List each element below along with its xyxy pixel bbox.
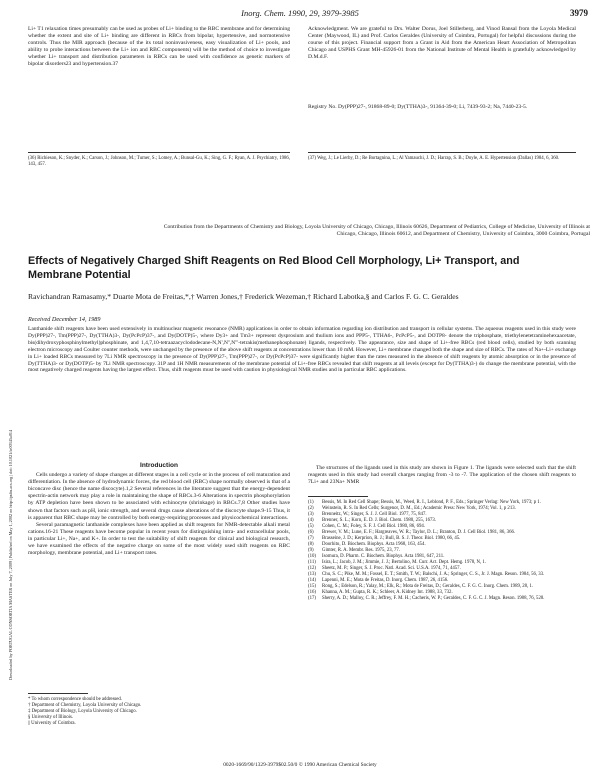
- reference-item: (7) Brasseine, J. D.; Kerprion, R. J.; Bull, B. S. J. Theor. Biol. 1980, 66, 45.: [308, 536, 461, 541]
- reference-37: (37) Weg, J.; Le Lierby, D.; Re Bortagnina, L.; Al Yamauchi, J. D.; Harrap, S. B.; Doyle, A. E. Hypertension (Dallas) 1984, 6, 360.: [308, 156, 560, 161]
- footnote: § University of Illinois.: [28, 715, 74, 720]
- page-number: 3979: [570, 8, 588, 18]
- introduction-heading: Introduction: [140, 462, 178, 469]
- reference-item: (3) Brenneitz, W.; Singer, S. J. J. Cell Biol. 1977, 75, 847.: [308, 512, 427, 517]
- top-left-paragraph: [28, 26, 290, 69]
- download-note-text: Downloaded by PORTUGAL CONSORTIA MASTER on July 7, 2009 | Published on May 1, 2002 on http://pubs.acs.org | doi: 10.1021/ic00345a014: [8, 429, 13, 680]
- intro-paragraph-2: Several paramagnetic lanthanide complexes have been applied as shift reagents for NMR-detectable alkali metal cations.16-21 These reagents have become popular in recent years for distinguishing intra- and extracellular pools, in particular Li+, Na+, and K+. In order to test the suitability of shift reagents for clinical and biological research, we have examined the effects of the negative charge on some of the most widely used shift reagents on RBC morphology, membrane potential, and Li+ transport rates.: [28, 521, 290, 557]
- reference-item: (8) Doorhito, D. Biochem. Biophys. Acta 1968, 163, 454.: [308, 542, 426, 547]
- acknowledgment: Acknowledgment. We are grateful to Drs. Walter Dorus, Joel Stillerberg, and Vinod Bansal from the Loyola Medical Center (Maywood, IL) and Prof. Carlos Geraldes (University of Coimbra, Portugal) for helpful discussions during the course of this project. Financial support from a Grant in Aid from the American Heart Association of Metropolitan Chicago and USPHS Grant MH-45926-01 from the National Institute of Mental Health is gratefully acknowledged by D.M.d.F.: [308, 26, 576, 61]
- article-authors: Ravichandran Ramasamy,* Duarte Mota de Freitas,*,† Warren Jones,† Frederick Wezeman,† Richard Labotka,§ and Carlos F. G. C. Geraldes: [28, 292, 459, 301]
- reference-item: (11) Isira, L.; Jacob, J. M.; Jimmie, J. J.; Bertolino, M. Curr. Act. Dept. Hemg. 1978, N, 1.: [308, 560, 487, 565]
- reference-item: (6) Brewer, V. M.; Lune, E. F.; Hargreaves, W. R.; Taylor, D. L.; Branton, D. J. Cell Biol. 1981, 86, 366.: [308, 530, 516, 535]
- footnotes: [28, 697, 290, 727]
- abstract: Lanthanide shift reagents have been used extensively in multinuclear magnetic resonance (NMR) applications in order to obtain information regarding ion distribution and transport in cellular systems. The aqueous reagents used in this study were Dy(PPP)27-, Tm(PPP)27-, Dy(TTHA)3-, Dy(PcPcP)37-, and Dy(DOTP)5-, where Dy3+ and Tm3+ represent dysprosium and thulium ions and PPP5-, TTHA6-, PcPcP5-, and DOTP8- denote the triphosphate, triethylenetetraminehexaacetate, bis(dihydroxyphosphinylmethyl)phosphinate, and 1,4,7,10-tetraazacyclododecane-N,N',N'',N'''-tetrakis(methanephosphonate) ligands, respectively. The appearance, size and shape of Li+-free RBCs (red blood cells), studied by both scanning electron microscopy and Coulter counter methods, were unchanged by the presence of the above shift reagents at concentrations lower than 10 mM. However, Li+ membrane changed both the shape and size of RBCs. The rates of Na+-Li+ exchange in Li+ loaded RBCs measured by 7Li NMR spectroscopy in the presence of Dy(PPP)27-, Tm(PPP)27-, or Dy(PcPcP)37- were significantly higher than the rates measured in the absence of shift reagents by atomic absorption or in the presence of Dy(TTHA)3- or Dy(DOTP)5- by 7Li NMR spectroscopy. 31P and 1H NMR measurements of the membrane potential of Li+-free RBCs revealed that shift reagents at all levels (except for Dy(TTHA)3-) do change the membrane potential, with the most negatively charged reagents having the largest effect. Thus, shift reagents must be used with caution in physiological NMR studies and in particular RBC applications.: [28, 326, 576, 374]
- reference-item: (1) Bessis, M. In Red Cell Shape; Bessis, M., Weed, R. I., Leblond, P. F., Eds.; Springer Verlag: New York, 1973; p 1.: [308, 500, 541, 505]
- intro-paragraph-1: Cells undergo a variety of shape changes at different stages in a cell cycle or in the process of cell maturation and differentiation. In the absence of hydrodynamic forces, the red blood cell (RBC) shape normally observed is that of a biconcave disc (hence the name discocyte).1,2 Several references in the literature suggest that the energy-dependent spectrin-actin network may play a role in maintaining the shape of RBCs.3-6 Alterations in spectrin phosphorylation by ATP depletion have been shown to be associated with echinocyte (shrinkage) in RBCs.7,8 Other studies have shown that factors such as pH, ionic strength, and several drugs cause alterations of the discocyte shape.9-15 Thus, it is apparent that RBC shape may be controlled by both energy-requiring processes and physicochemical interactions.: [28, 472, 290, 521]
- journal-header: Inorg. Chem. 1990, 29, 3979-3985: [241, 8, 359, 18]
- reference-item: (4) Brenner, S. L.; Korn, E. D. J. Biol. Chem. 1980, 255, 1673.: [308, 518, 436, 523]
- right-column-paragraph: The structures of the ligands used in this study are shown in Figure 1. The ligands were selected such that the shift reagents used in this study had overall charges ranging from -3 to -7. The application of the chosen shift reagents to 7Li+ and 23Na+ NMR: [308, 465, 576, 486]
- references-list: [308, 500, 576, 602]
- article-title: Effects of Negatively Charged Shift Reagents on Red Blood Cell Morphology, Li+ Transport, and Membrane Potential: [28, 255, 520, 281]
- reference-item: (12) Sheetz, M. P.; Singer, S. J. Proc. Natl. Acad. Sci. U.S.A. 1974, 71, 4457.: [308, 566, 461, 571]
- top-right-rule: [308, 152, 576, 153]
- top-left-text: Li+ T1 relaxation times presumably can be used as probes of Li+ binding to the RBC membrane and for determining whether the extent and site of Li+ binding are different in RBCs from bipolar, hypertensive, and normotensive controls. Thus the MIR approach (because of the its total noninvasiveness, easy visualization of Li+ pools, and ability to probe interactions between the Li+ ion and RBC components) will be the method of choice to investigate whether Li+ transport and distribution parameters in RBCs can be used with confidence as genetic markers of bipolar disorders23 and hypertension.37: [28, 26, 290, 68]
- introduction-column: [28, 462, 290, 557]
- reference-item: (2) Weinstein, R. S. In Red Cells; Surgenor, D. M., Ed.; Academic Press: New York, 1974; Vol. 1, p 213.: [308, 506, 516, 511]
- references-rule: [308, 496, 368, 497]
- reference-item: (15) Rong, S.; Edelson, R.; Yalay, M.; Elk, R.; Mota de Freitas, D.; Geraldes, C. F. G. C. Inorg. Chem. 1989, 28, 1.: [308, 584, 534, 589]
- reference-item: (13) Chu, S. C.; Pike, M. M.; Fossel, E. T.; Smith, T. W.; Balschi, J. A.; Springer, C. S., Jr. J. Magn. Reson. 1984, 56, 33.: [308, 572, 545, 577]
- reference-item: (16) Khanna, A. M.; Gupta, R. K.; Schleer, A. Kidney Int. 1988, 33, 732.: [308, 590, 453, 595]
- reference-36: (36) Richieson, K.; Snyder, K.; Carson, J.; Johnson, M.; Turner, S.; Lomey, A.; Bunsal-Gu, K.; Sing, G. F.; Ryan, A. J. Psychiatry, 1986, 143, 457.: [28, 156, 290, 167]
- top-left-rule: [28, 152, 290, 153]
- registry-numbers: Registry No. Dy(PPP)27-, 91868-89-0; Dy(TTHA)3-, 91364-39-0; Li, 7439-93-2; Na, 7440-23-5.: [308, 104, 528, 110]
- reference-item: (17) Sherry, A. D.; Malloy, C. R.; Jeffrey, F. M. H.; Cacheris, W. P.; Geraldes, C. F. G. C. J. Magn. Reson. 1988, 76, 528.: [308, 596, 545, 601]
- footnote: || University of Coimbra.: [28, 721, 76, 726]
- reference-item: (14) Lapenni, M. E.; Mota de Freitas, D. Inorg. Chem. 1987, 26, 4156.: [308, 578, 449, 583]
- footnote: * To whom correspondence should be addressed.: [28, 697, 123, 702]
- footnote-rule: [28, 693, 88, 694]
- download-note: [6, 429, 22, 680]
- received-date: Received December 14, 1989: [28, 316, 101, 323]
- reference-item: (10) Isomura, D. Pharm. C. Biochem. Biophys. Acta 1981, 647, 211.: [308, 554, 445, 559]
- footnote: ‡ Department of Biology, Loyola University of Chicago.: [28, 709, 137, 714]
- footnote: † Department of Chemistry, Loyola University of Chicago.: [28, 703, 142, 708]
- affiliation: Contribution from the Departments of Chemistry and Biology, Loyola University of Chicago, Chicago, Illinois 60626, Department of Pediatrics, College of Medicine, University of Illinois at Chicago, Chicago, Illinois 60612, and Department of Chemistry, University of Coimbra, 3000 Coimbra, Portugal: [163, 224, 590, 237]
- reference-item: (5) Cohen, C. M.; Foley, S. F. J. Cell Biol. 1980, 86, 694.: [308, 524, 425, 529]
- footer-copyright: 0020-1669/90/1329-3979$02.50/0 © 1990 American Chemical Society: [223, 762, 377, 768]
- reference-item: (9) Gimter, R. A. Membr. Res. 1975, 23, 77.: [308, 548, 401, 553]
